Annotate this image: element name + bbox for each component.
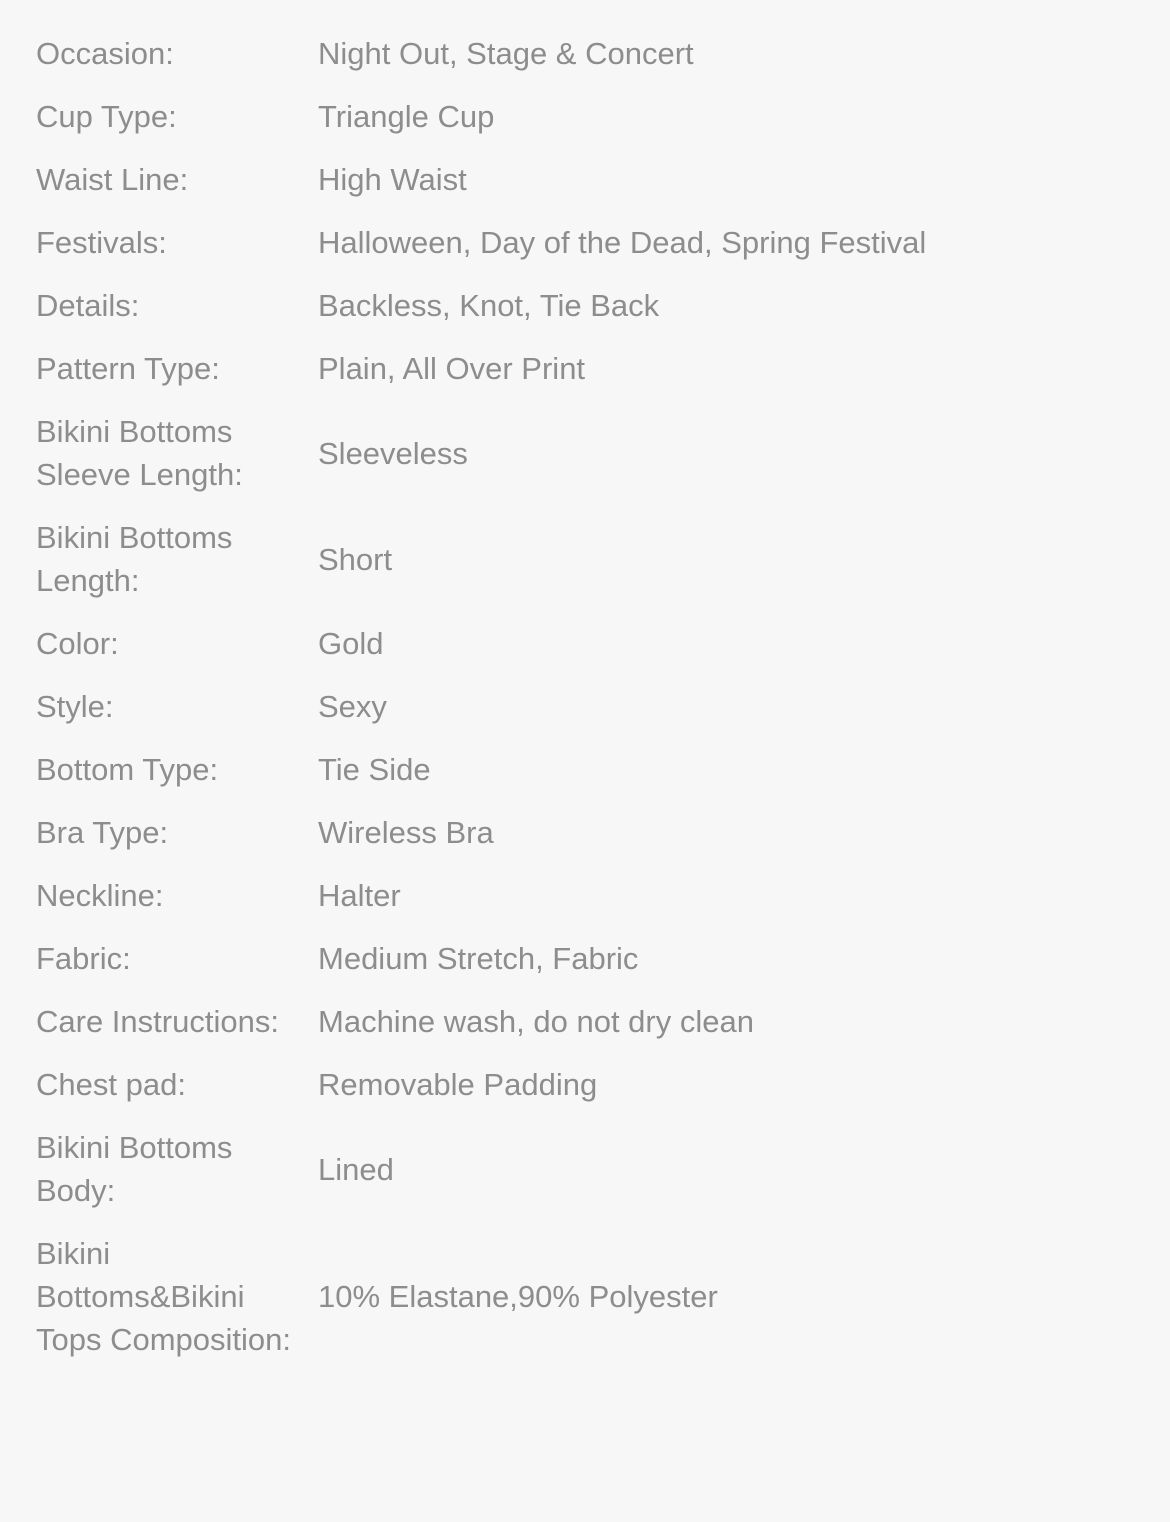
table-row [0, 612, 1170, 675]
spec-value: Halloween, Day of the Dead, Spring Festival [318, 225, 927, 260]
table-row [0, 801, 1170, 864]
spec-label: Bikini Bottoms Sleeve Length: [36, 414, 243, 492]
spec-value: Halter [318, 878, 401, 913]
spec-label: Festivals: [36, 225, 167, 260]
spec-value: Backless, Knot, Tie Back [318, 288, 660, 323]
table-row [0, 1116, 1170, 1222]
table-row [0, 506, 1170, 612]
table-row [0, 1222, 1170, 1371]
spec-label: Bikini Bottoms Length: [36, 520, 233, 598]
spec-label: Color: [36, 626, 119, 661]
spec-label: Pattern Type: [36, 351, 220, 386]
spec-value: Short [318, 541, 393, 577]
spec-label: Bottom Type: [36, 752, 219, 787]
spec-value: Triangle Cup [318, 99, 495, 134]
spec-value: Night Out, Stage & Concert [318, 36, 694, 71]
spec-label: Occasion: [36, 36, 174, 71]
table-row [0, 148, 1170, 211]
spec-value: Plain, All Over Print [318, 351, 586, 386]
spec-value: Tie Side [318, 752, 431, 787]
table-row [0, 22, 1170, 85]
spec-value: Sleeveless [318, 435, 468, 471]
spec-value: Sexy [318, 689, 387, 724]
spec-label: Cup Type: [36, 99, 177, 134]
spec-label: Neckline: [36, 878, 164, 913]
spec-value: High Waist [318, 162, 467, 197]
spec-label: Bra Type: [36, 815, 169, 850]
spec-value: Medium Stretch, Fabric [318, 941, 639, 976]
spec-label: Bikini Bottoms Body: [36, 1130, 233, 1208]
table-row [0, 85, 1170, 148]
spec-value: Lined [318, 1151, 394, 1187]
table-row [0, 864, 1170, 927]
spec-value: 10% Elastane,90% Polyester [318, 1279, 718, 1314]
spec-label: Details: [36, 288, 140, 323]
table-row [0, 927, 1170, 990]
spec-label: Fabric: [36, 941, 131, 976]
spec-label: Waist Line: [36, 162, 189, 197]
table-row [0, 211, 1170, 274]
spec-value: Machine wash, do not dry clean [318, 1004, 754, 1039]
table-row [0, 274, 1170, 337]
spec-label: Bikini Bottoms&Bikini Tops Composition: [36, 1236, 292, 1357]
table-row [0, 738, 1170, 801]
spec-value: Wireless Bra [318, 815, 494, 850]
spec-value: Gold [318, 626, 384, 661]
spec-label: Style: [36, 689, 114, 724]
table-row [0, 675, 1170, 738]
spec-label: Care Instructions: [36, 1004, 279, 1039]
table-row [0, 400, 1170, 506]
spec-value: Removable Padding [318, 1067, 598, 1102]
table-row [0, 337, 1170, 400]
table-row [0, 1053, 1170, 1116]
table-row [0, 990, 1170, 1053]
spec-label: Chest pad: [36, 1067, 186, 1102]
